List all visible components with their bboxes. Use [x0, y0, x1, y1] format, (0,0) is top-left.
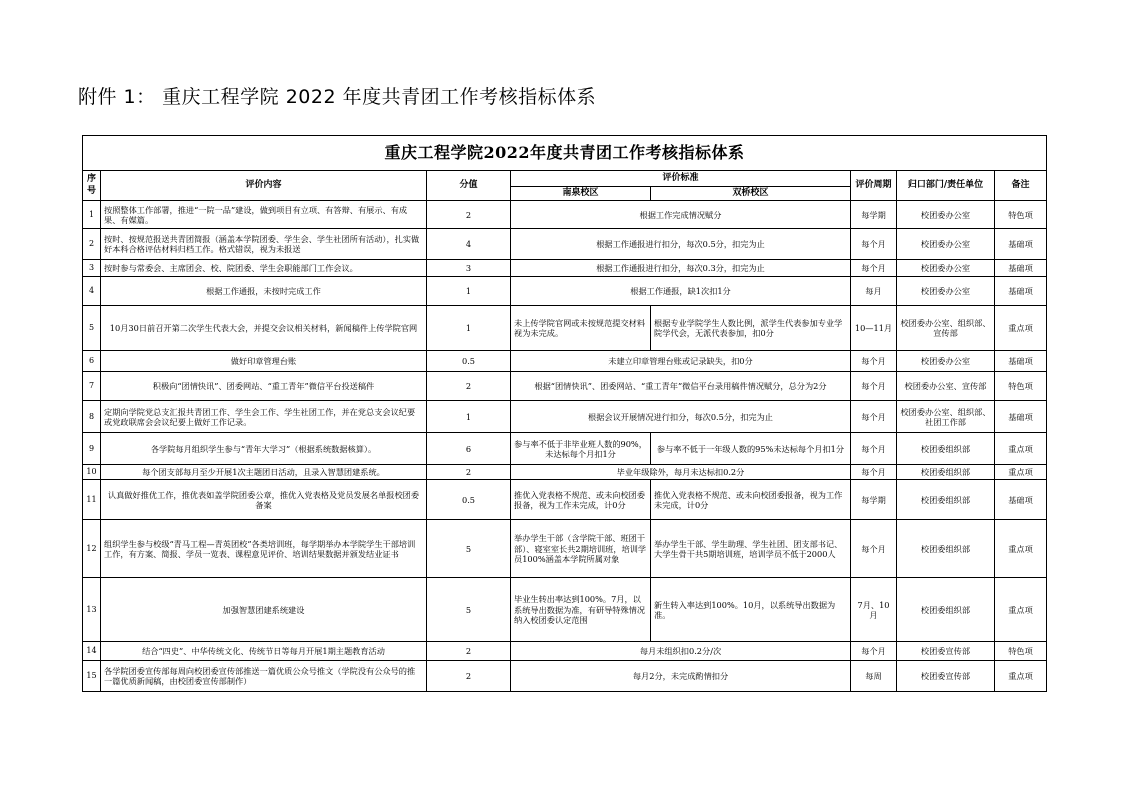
cell-content: 组织学生参与校级“青马工程—青英团校”各类培训班，每学期举办本学院学生干部培训工作，有方案、简报、学员一览表、课程意见评价、培训结果数据并颁发结业证书 [101, 520, 427, 578]
cell-note: 基础项 [995, 229, 1047, 260]
cell-shuangqiao: 根据专业学院学生人数比例，派学生代表参加专业学院学代会，无派代表参加，扣0分 [651, 306, 851, 351]
cell-score: 2 [427, 642, 511, 661]
table-row [83, 433, 1047, 465]
table-row [83, 465, 1047, 480]
table-title-row [83, 136, 1047, 171]
cell-period: 每个月 [851, 520, 897, 578]
cell-unit: 校团委组织部 [897, 465, 995, 480]
cell-score: 6 [427, 433, 511, 465]
table-row [83, 520, 1047, 578]
cell-standard: 未建立印章管理台账或记录缺失，扣0分 [511, 351, 851, 372]
cell-period: 每个月 [851, 260, 897, 277]
cell-unit: 校团委办公室、组织部、社团工作部 [897, 401, 995, 433]
cell-seq: 6 [83, 351, 101, 372]
cell-content: 结合“四史”、中华传统文化、传统节日等每月开展1期主题教育活动 [101, 642, 427, 661]
cell-score: 5 [427, 578, 511, 642]
header-period: 评价周期 [851, 171, 897, 201]
assessment-table [82, 131, 1047, 692]
cell-note: 特色项 [995, 372, 1047, 401]
cell-period: 每学期 [851, 201, 897, 229]
cell-unit: 校团委组织部 [897, 578, 995, 642]
cell-standard: 每月2分，未完成酌情扣分 [511, 661, 851, 692]
cell-unit: 校团委办公室 [897, 277, 995, 306]
table-row [83, 351, 1047, 372]
page-heading: 附件 1： 重庆工程学院 2022 年度共青团工作考核指标体系 [78, 86, 597, 108]
cell-note: 基础项 [995, 260, 1047, 277]
header-unit: 归口部门/责任单位 [897, 171, 995, 201]
cell-note: 重点项 [995, 520, 1047, 578]
cell-period: 每个月 [851, 372, 897, 401]
cell-score: 2 [427, 372, 511, 401]
table-row [83, 306, 1047, 351]
table-row [83, 372, 1047, 401]
cell-content: 按照整体工作部署，推进“一院一品”建设，做到项目有立项、有答辩、有展示、有成果、有媒篇。 [101, 201, 427, 229]
cell-unit: 校团委宣传部 [897, 661, 995, 692]
table-row [83, 661, 1047, 692]
header-note: 备注 [995, 171, 1047, 201]
cell-seq: 7 [83, 372, 101, 401]
table-row [83, 277, 1047, 306]
cell-period: 每个月 [851, 465, 897, 480]
cell-standard: 根据工作完成情况赋分 [511, 201, 851, 229]
cell-nanquan: 推优入党表格不规范、或未向校团委报备，视为工作未完成，计0分 [511, 480, 651, 520]
cell-content: 定期向学院党总支汇报共青团工作、学生会工作、学生社团工作，并在党总支会议纪要或党政联席会会议纪要上做好工作记录。 [101, 401, 427, 433]
cell-score: 1 [427, 306, 511, 351]
table-row [83, 578, 1047, 642]
cell-content: 加强智慧团建系统建设 [101, 578, 427, 642]
cell-nanquan: 参与率不低于非毕业班人数的90%，未达标每个月扣1分 [511, 433, 651, 465]
cell-note: 重点项 [995, 661, 1047, 692]
cell-nanquan: 毕业生转出率达到100%。7月，以系统导出数据为准，有研导特殊情况纳入校团委认定范围 [511, 578, 651, 642]
cell-content: 根据工作通报，未按时完成工作 [101, 277, 427, 306]
cell-seq: 8 [83, 401, 101, 433]
cell-seq: 2 [83, 229, 101, 260]
cell-seq: 13 [83, 578, 101, 642]
cell-note: 重点项 [995, 578, 1047, 642]
table-row [83, 260, 1047, 277]
cell-period: 每个月 [851, 642, 897, 661]
cell-note: 重点项 [995, 306, 1047, 351]
cell-standard: 根据工作通报进行扣分，每次0.3分，扣完为止 [511, 260, 851, 277]
cell-seq: 4 [83, 277, 101, 306]
cell-shuangqiao: 参与率不低于一年级人数的95%未达标每个月扣1分 [651, 433, 851, 465]
cell-period: 每个月 [851, 433, 897, 465]
cell-nanquan: 未上传学院官网或未按规范提交材料视为未完成。 [511, 306, 651, 351]
cell-content: 做好印章管理台账 [101, 351, 427, 372]
header-score: 分值 [427, 171, 511, 201]
cell-score: 2 [427, 201, 511, 229]
cell-shuangqiao: 推优入党表格不规范、或未向校团委报备，视为工作未完成，计0分 [651, 480, 851, 520]
header-shuangqiao: 双桥校区 [651, 187, 851, 201]
cell-unit: 校团委组织部 [897, 480, 995, 520]
cell-standard: 每月未组织扣0.2分/次 [511, 642, 851, 661]
cell-seq: 11 [83, 480, 101, 520]
cell-score: 0.5 [427, 351, 511, 372]
table-row [83, 642, 1047, 661]
table-row [83, 401, 1047, 433]
cell-note: 基础项 [995, 351, 1047, 372]
cell-unit: 校团委办公室 [897, 229, 995, 260]
cell-content: 各学院团委宣传部每周向校团委宣传部推送一篇优质公众号推文（学院没有公众号的推一篇优质新闻稿，由校团委宣传部制作） [101, 661, 427, 692]
header-row [83, 171, 1047, 187]
cell-period: 每个月 [851, 401, 897, 433]
cell-standard: 根据会议开展情况进行扣分，每次0.5分，扣完为止 [511, 401, 851, 433]
table-title: 重庆工程学院2022年度共青团工作考核指标体系 [83, 136, 1047, 171]
cell-score: 1 [427, 401, 511, 433]
cell-period: 每个月 [851, 229, 897, 260]
cell-score: 1 [427, 277, 511, 306]
cell-content: 按时、按规范报送共青团简报（涵盖本学院团委、学生会、学生社团所有活动），扎实做好本科合格评估材料归档工作。格式错误，视为未报送 [101, 229, 427, 260]
cell-content: 10月30日前召开第二次学生代表大会，并提交会议相关材料，新闻稿件上传学院官网 [101, 306, 427, 351]
cell-unit: 校团委组织部 [897, 433, 995, 465]
cell-content: 按时参与常委会、主席团会、校、院团委、学生会职能部门工作会议。 [101, 260, 427, 277]
cell-unit: 校团委办公室、宣传部 [897, 372, 995, 401]
cell-note: 基础项 [995, 277, 1047, 306]
cell-note: 特色项 [995, 642, 1047, 661]
cell-seq: 14 [83, 642, 101, 661]
cell-note: 基础项 [995, 480, 1047, 520]
cell-shuangqiao: 举办学生干部、学生助理、学生社团、团支部书记、大学生骨干共5期培训班，培训学员不低于2000人 [651, 520, 851, 578]
header-seq: 序号 [83, 171, 101, 201]
cell-score: 0.5 [427, 480, 511, 520]
header-content: 评价内容 [101, 171, 427, 201]
cell-standard: 根据工作通报进行扣分，每次0.5分，扣完为止 [511, 229, 851, 260]
cell-content: 每个团支部每月至少开展1次主题团日活动，且录入智慧团建系统。 [101, 465, 427, 480]
cell-unit: 校团委办公室、组织部、宣传部 [897, 306, 995, 351]
cell-note: 重点项 [995, 465, 1047, 480]
cell-score: 2 [427, 661, 511, 692]
cell-unit: 校团委办公室 [897, 201, 995, 229]
table-row [83, 229, 1047, 260]
cell-content: 认真做好推优工作，推优表如盖学院团委公章，推优入党表格及党员发展名单报校团委备案 [101, 480, 427, 520]
cell-period: 每学期 [851, 480, 897, 520]
cell-seq: 5 [83, 306, 101, 351]
cell-period: 每周 [851, 661, 897, 692]
cell-standard: 根据工作通报，缺1次扣1分 [511, 277, 851, 306]
cell-standard: 毕业年级除外，每月未达标扣0.2分 [511, 465, 851, 480]
table-row [83, 201, 1047, 229]
cell-seq: 9 [83, 433, 101, 465]
cell-score: 4 [427, 229, 511, 260]
cell-period: 10—11月 [851, 306, 897, 351]
cell-period: 7月、10月 [851, 578, 897, 642]
cell-shuangqiao: 新生转入率达到100%。10月，以系统导出数据为准。 [651, 578, 851, 642]
cell-unit: 校团委宣传部 [897, 642, 995, 661]
header-nanquan: 南泉校区 [511, 187, 651, 201]
header-standard: 评价标准 [511, 171, 851, 187]
cell-note: 特色项 [995, 201, 1047, 229]
cell-score: 2 [427, 465, 511, 480]
cell-standard: 根据“团情快讯”、团委网站、“重工青年”微信平台录用稿件情况赋分，总分为2分 [511, 372, 851, 401]
cell-seq: 15 [83, 661, 101, 692]
cell-unit: 校团委办公室 [897, 351, 995, 372]
cell-content: 各学院每月组织学生参与“青年大学习”（根据系统数据核算）。 [101, 433, 427, 465]
cell-unit: 校团委组织部 [897, 520, 995, 578]
cell-score: 5 [427, 520, 511, 578]
cell-score: 3 [427, 260, 511, 277]
cell-seq: 10 [83, 465, 101, 480]
cell-seq: 1 [83, 201, 101, 229]
cell-content: 积极向“团情快讯”、团委网站、“重工青年”微信平台投送稿件 [101, 372, 427, 401]
table-row [83, 480, 1047, 520]
cell-nanquan: 举办学生干部（含学院干部、班团干部）、寝室室长共2期培训班，培训学员100%涵盖本学院所属对象 [511, 520, 651, 578]
assessment-table-wrapper [82, 131, 1046, 692]
cell-note: 基础项 [995, 401, 1047, 433]
cell-note: 重点项 [995, 433, 1047, 465]
cell-seq: 3 [83, 260, 101, 277]
cell-unit: 校团委办公室 [897, 260, 995, 277]
cell-period: 每月 [851, 277, 897, 306]
cell-seq: 12 [83, 520, 101, 578]
cell-period: 每个月 [851, 351, 897, 372]
